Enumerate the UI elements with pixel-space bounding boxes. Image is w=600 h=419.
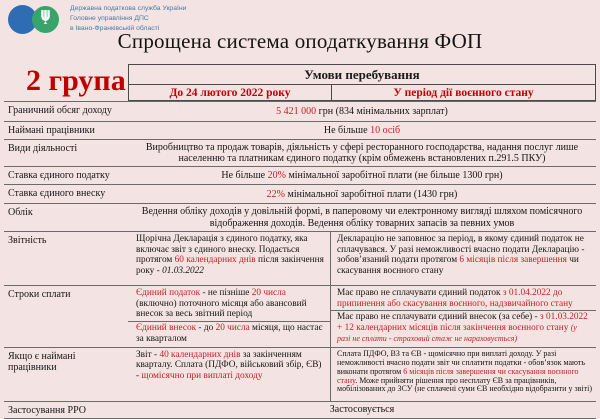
row-reporting — [4, 231, 596, 285]
org-line-3: в Івано-Франківській області — [70, 25, 160, 33]
col-header-before-war: До 24 лютого 2022 року — [169, 87, 291, 99]
row-label: Наймані працівники — [8, 125, 95, 136]
row-employees — [4, 121, 596, 139]
row-label: Якщо є наймані працівники — [8, 350, 76, 374]
single-tax-exemption: Має право не сплачувати єдиний податок з 01.04.2022 до припинення або скасування воєнного, надзвичайного стану — [337, 287, 573, 309]
reporting-before-war-cell: Щорічна Декларація з єдиного податку, яка включає звіт з єдиного внеску. Подається протягом 60 календарних днів після закінчення року - 01.03.2022 — [136, 233, 324, 277]
single-tax-deadline: Єдиний податок - не пізніше 20 числа (включно) поточного місяця або авансовий внесок за весь звітний період — [136, 287, 307, 320]
row-activity-types — [4, 139, 596, 166]
cell-merged: Не більше 10 осіб — [323, 124, 401, 136]
cell-merged: 5 421 000 грн (834 мінімальних зарплат) — [276, 105, 448, 117]
contribution-exemption: Має право не сплачувати єдиний внесок (за себе) - з 01.03.2022 + 12 календарних місяців після закінчення воєнного стану (у разі не сплати - страховий стаж не нараховується) — [331, 310, 596, 344]
row-rro-usage — [4, 401, 596, 419]
employees-before-war-cell: Звіт - 40 календарних днів за закінченням кварталу. Сплата (ПДФО, військовий збір, ЄВ) - щомісячно при виплаті доходу — [136, 349, 322, 382]
row-label: Ставка єдиного податку — [8, 170, 110, 182]
cell-merged: Виробництво та продаж товарів, діяльність у сфері ресторанного господарства, надання послуг лише населенню та платникам єдиного податку (крім обмежень встановлених п.291.5 ПКУ) — [145, 142, 579, 165]
row-income-limit — [4, 101, 596, 121]
cell-merged: Не більше 20% мінімальної заробітної плати (не більше 1300 грн) — [221, 170, 503, 182]
table-subheader-row — [129, 85, 595, 100]
row-label: Строки сплати — [8, 288, 71, 300]
page-title: Спрощена система оподаткування ФОП — [117, 29, 483, 53]
cell-merged: Застосовується — [329, 404, 395, 416]
cell-split — [128, 348, 596, 401]
row-payment-terms — [4, 285, 596, 347]
row-label: Граничний обсяг доходу — [8, 105, 112, 116]
employees-limit: 10 осіб — [370, 124, 401, 136]
tax-rate-value: 20% — [267, 170, 286, 182]
col-header-during-war: У період дії воєнного стану — [331, 85, 595, 100]
table-header — [128, 64, 596, 101]
row-label: Звітність — [8, 234, 47, 246]
row-with-employees — [4, 347, 596, 401]
row-accounting — [4, 203, 596, 230]
reporting-during-war-cell: Декларацію не заповнює за період, в якому єдиний податок не сплачувався. У разі неможливості вчасно подати Декларацію - зобов’язаний подати протягом 6 місяців після завершення чи скасування воєнного стану — [330, 232, 596, 285]
row-label: Облік — [8, 207, 33, 219]
group-label: 2 група — [26, 64, 126, 97]
income-value: 5 421 000 — [276, 105, 317, 117]
row-label: Застосування РРО — [8, 404, 86, 416]
contribution-deadline: Єдиний внесок - до 20 числа місяця, що настає за кварталом — [128, 321, 330, 345]
contribution-rate-value: 22% — [266, 188, 285, 200]
cell-merged: Ведення обліку доходів у довільній формі, в паперовому чи електронному вигляді шляхом помісячного відображення доходів. Ведення обліку товарних запасів за певних умов — [141, 206, 583, 229]
payment-during-war-cell — [330, 286, 596, 347]
cell-split — [128, 286, 596, 347]
cell-split — [128, 232, 596, 285]
row-label: Види діяльності — [8, 143, 78, 154]
trident-icon — [39, 9, 52, 30]
row-single-tax-rate — [4, 166, 596, 184]
org-line-2: Головне управління ДПС — [70, 15, 149, 23]
row-label: Ставка єдиного внеску — [8, 188, 106, 200]
cell-merged: 22% мінімальної заробітної плати (1430 грн) — [266, 188, 458, 200]
payment-before-war-cell — [128, 286, 330, 347]
row-single-contribution-rate — [4, 184, 596, 203]
conditions-table — [4, 64, 596, 419]
employees-during-war-cell: Сплата ПДФО, ВЗ та ЄВ - щомісячно при виплаті доходу. У разі неможливості вчасно подати звіт чи сплатити податки - обов’язок мають виконати протягом 6 місяців після завершення чи скасування воєнного стану. Може прийняти рішення про несплату ЄВ за працівників, мобілізованих до ЗСУ (не сплачені суми ЄВ необхідно відобразити у звіті) — [330, 348, 596, 401]
table-header-title: Умови перебування — [129, 65, 595, 85]
org-line-1: Державна податкова служба України — [70, 5, 187, 12]
